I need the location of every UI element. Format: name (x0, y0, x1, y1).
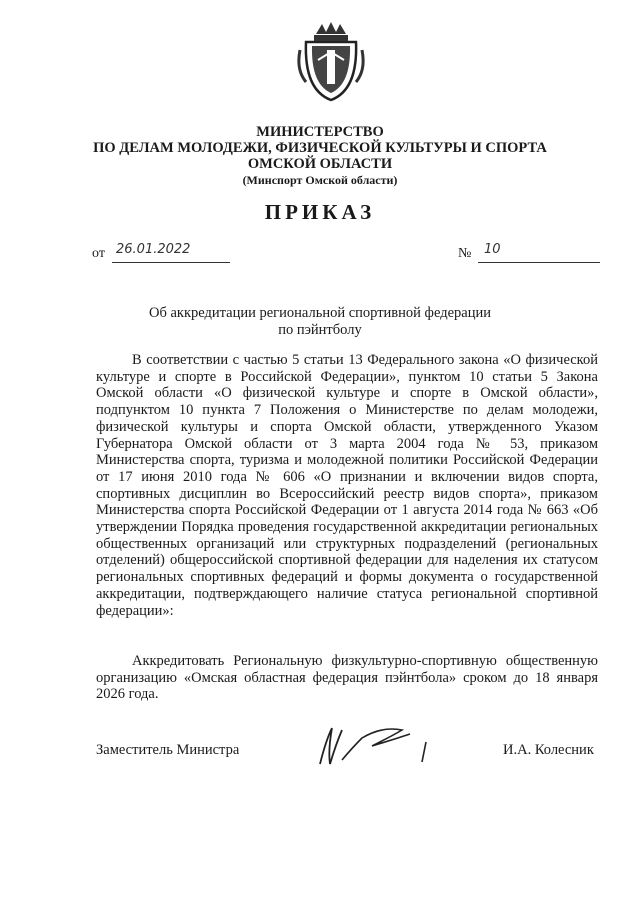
handwritten-signature (312, 720, 438, 770)
ministry-short-name: (Минспорт Омской области) (242, 173, 398, 187)
date-value: 26.01.2022 (116, 242, 191, 257)
number-value: 10 (484, 242, 501, 257)
ministry-line-3: ОМСКОЙ ОБЛАСТИ (247, 156, 393, 172)
document-subject (0, 305, 640, 339)
number-field (458, 242, 501, 262)
paragraph-order (96, 653, 598, 703)
number-underline (478, 262, 600, 263)
subject-line-2: по пэйнтболу (278, 322, 362, 338)
date-field (92, 242, 191, 262)
ministry-line-2: ПО ДЕЛАМ МОЛОДЕЖИ, ФИЗИЧЕСКОЙ КУЛЬТУРЫ И СПОРТА (93, 140, 547, 156)
paragraph-2-text: Аккредитовать Региональную физкультурно-спортивную общественную организацию «Омская областная федерация пэйнтбола» сроком до 18 января 2026 года. (96, 653, 598, 703)
number-prefix: № (458, 246, 472, 261)
subject-line-1: Об аккредитации региональной спортивной федерации (149, 305, 491, 321)
coat-of-arms-emblem (296, 20, 366, 102)
document-type: ПРИКАЗ (264, 200, 376, 224)
ministry-line-1: МИНИСТЕРСТВО (256, 124, 384, 140)
paragraph-preamble (96, 352, 598, 619)
date-underline (112, 262, 230, 263)
paragraph-1-text: В соответствии с частью 5 статьи 13 Федерального закона «О физической культуре и спорте в Российской Федерации», пунктом 10 статьи 5 Закона Омской области «О физической культуре и спорте в Омской области», подпунктом 10 пункта 7 Положения о Министерстве по делам молодежи, физической культуры и спорта Омской области, утвержденного Указом Губернатора Омской области от 3 марта 2004 года № 53, приказом Министерства спорта, туризма и молодежной политики Российской Федерации от 17 июня 2010 года № 606 «О признании и включении видов спорта, спортивных дисциплин во Всероссийский реестр видов спорта», приказом Министерства спорта Российской Федерации от 1 августа 2014 года № 663 «Об утверждении Порядка проведения государственной аккредитации региональных общественных организаций или структурных подразделений (региональных отделений) общероссийской спортивной федерации для наделения их статусом региональных спортивных федераций и формы документа о государственной аккредитации, подтверждающего наличие статуса региональной спортивной федерации»: (96, 352, 598, 619)
signer-name: И.А. Колесник (503, 742, 594, 758)
date-prefix: от (92, 246, 105, 261)
ministry-title (0, 124, 640, 172)
signer-position: Заместитель Министра (96, 742, 240, 758)
